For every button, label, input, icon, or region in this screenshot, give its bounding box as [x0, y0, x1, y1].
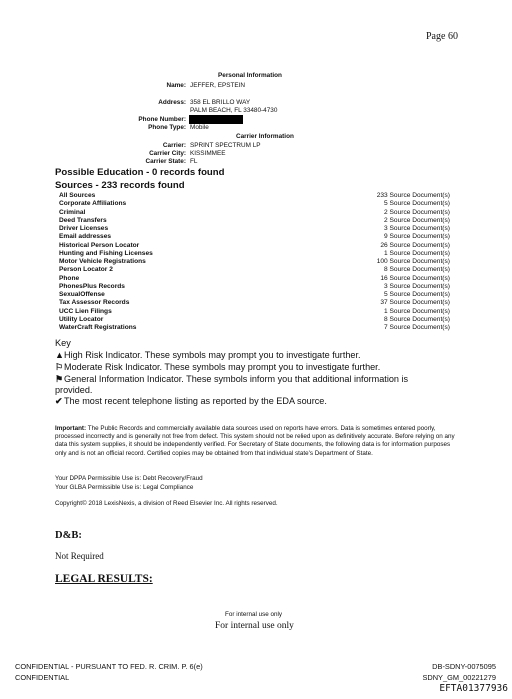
carrier-label: Carrier:	[162, 142, 186, 149]
key-line	[55, 385, 92, 395]
source-count: 5 Source Document(s)	[384, 200, 450, 208]
carrier-state-value: FL	[190, 158, 198, 165]
dnb-text: Not Required	[55, 551, 104, 561]
footer-bates-db: DB-SDNY-0075095	[432, 662, 496, 671]
source-name: Historical Person Locator	[59, 241, 140, 249]
source-count: 8 Source Document(s)	[384, 266, 450, 274]
internal-use-large: For internal use only	[215, 621, 294, 631]
checkmark-icon: ✔	[55, 396, 63, 406]
source-name: Utility Locator	[59, 315, 104, 323]
copyright: Copyright© 2018 LexisNexis, a division of Reed Elsevier Inc. All rights reserved.	[55, 500, 278, 507]
source-name: PhonesPlus Records	[59, 282, 125, 290]
key-line-text: The most recent telephone listing as reported by the EDA source.	[64, 396, 327, 406]
source-count: 8 Source Document(s)	[384, 315, 450, 323]
education-heading: Possible Education - 0 records found	[55, 167, 225, 178]
source-name: All Sources	[59, 192, 96, 199]
dnb-heading: D&B:	[55, 530, 82, 541]
footer-efta-number: EFTA01377936	[439, 683, 508, 694]
key-line-text: provided.	[55, 385, 93, 395]
notice-bold-label: Important:	[55, 425, 87, 432]
source-count: 2 Source Document(s)	[384, 216, 450, 224]
address-line-1: 358 EL BRILLO WAY	[190, 99, 251, 106]
source-name: Driver Licenses	[59, 225, 109, 232]
source-name: Person Locator 2	[59, 266, 113, 274]
internal-use-small: For internal use only	[225, 611, 283, 618]
source-name: WaterCraft Registrations	[59, 324, 137, 331]
flag-outline-icon: ⚐	[55, 362, 64, 372]
redaction-box	[189, 115, 243, 124]
source-name: Tax Assessor Records	[59, 299, 130, 307]
footer-confidential: CONFIDENTIAL	[15, 673, 70, 682]
source-count: 16 Source Document(s)	[380, 274, 450, 282]
source-count: 2 Source Document(s)	[384, 208, 450, 216]
carrier-city-value: KISSIMMEE	[190, 150, 226, 157]
key-line-text: High Risk Indicator. These symbols may prompt you to investigate further.	[64, 350, 361, 360]
key-line	[55, 350, 361, 360]
source-name: SexualOffense	[59, 291, 105, 298]
dppa-use: Your DPPA Permissible Use is: Debt Recovery/Fraud	[55, 475, 203, 482]
source-count: 3 Source Document(s)	[384, 225, 450, 232]
key-line-text: General Information Indicator. These symbols inform you that additional information is	[64, 374, 409, 384]
sources-heading: Sources - 233 records found	[55, 180, 185, 191]
source-name: Phone	[59, 274, 80, 282]
source-count: 100 Source Document(s)	[376, 258, 450, 265]
phone-type-value: Mobile	[190, 124, 209, 131]
key-title: Key	[55, 338, 71, 348]
source-name: Criminal	[59, 208, 86, 216]
source-count: 1 Source Document(s)	[384, 249, 450, 257]
page-number: Page 60	[426, 31, 458, 42]
source-name: Corporate Affiliations	[59, 200, 127, 208]
carrier-city-label: Carrier City:	[149, 150, 186, 157]
address-line-2: PALM BEACH, FL 33480-4730	[190, 107, 278, 114]
carrier-value: SPRINT SPECTRUM LP	[190, 142, 261, 149]
key-line	[55, 362, 380, 373]
carrier-info-heading: Carrier Information	[236, 133, 294, 140]
glba-use: Your GLBA Permissible Use is: Legal Compliance	[55, 484, 194, 491]
name-value: JEFFER, EPSTEIN	[190, 82, 246, 89]
source-name: Email addresses	[59, 233, 112, 241]
notice-text: The Public Records and commercially available data sources used on reports have errors. Data is sometimes entered poorly, processed incorrectly and is generally not free from defect. This system should not be relied upon as definitively accurate. Before relying on any data this system supplies, it should be independently verified. For Secretary of State documents, the following data is for information purposes only and is not an official record. Certified copies may be obtained from that individual state's Department of State.	[55, 425, 455, 457]
source-name: Deed Transfers	[59, 216, 107, 224]
key-line	[55, 396, 327, 407]
source-name: Hunting and Fishing Licenses	[59, 249, 153, 257]
footer-confidential-pursuant: CONFIDENTIAL - PURSUANT TO FED. R. CRIM. P. 6(e)	[15, 662, 203, 671]
flag-icon: ⚑	[55, 374, 64, 384]
source-count: 233 Source Document(s)	[376, 192, 450, 199]
source-count: 9 Source Document(s)	[384, 233, 450, 241]
source-name: UCC Lien Filings	[59, 307, 112, 315]
key-line-text: Moderate Risk Indicator. These symbols may prompt you to investigate further.	[64, 362, 381, 372]
name-label: Name:	[166, 82, 186, 89]
source-count: 3 Source Document(s)	[384, 282, 450, 290]
legal-results-heading: LEGAL RESULTS:	[55, 573, 153, 585]
phone-type-label: Phone Type:	[148, 124, 186, 131]
warning-triangle-icon: ▲	[55, 350, 65, 360]
phone-number-label: Phone Number:	[138, 116, 186, 123]
source-count: 1 Source Document(s)	[384, 307, 450, 315]
source-count: 5 Source Document(s)	[384, 291, 450, 298]
source-name: Motor Vehicle Registrations	[59, 258, 146, 265]
source-count: 26 Source Document(s)	[380, 241, 450, 249]
key-line	[55, 374, 408, 385]
personal-info-heading: Personal Information	[218, 72, 282, 79]
source-count: 37 Source Document(s)	[380, 299, 450, 307]
carrier-state-label: Carrier State:	[145, 158, 186, 165]
source-count: 7 Source Document(s)	[384, 324, 450, 331]
address-label: Address:	[158, 99, 186, 106]
footer-bates-sdny: SDNY_GM_00221279	[422, 673, 496, 682]
important-notice	[55, 425, 459, 458]
